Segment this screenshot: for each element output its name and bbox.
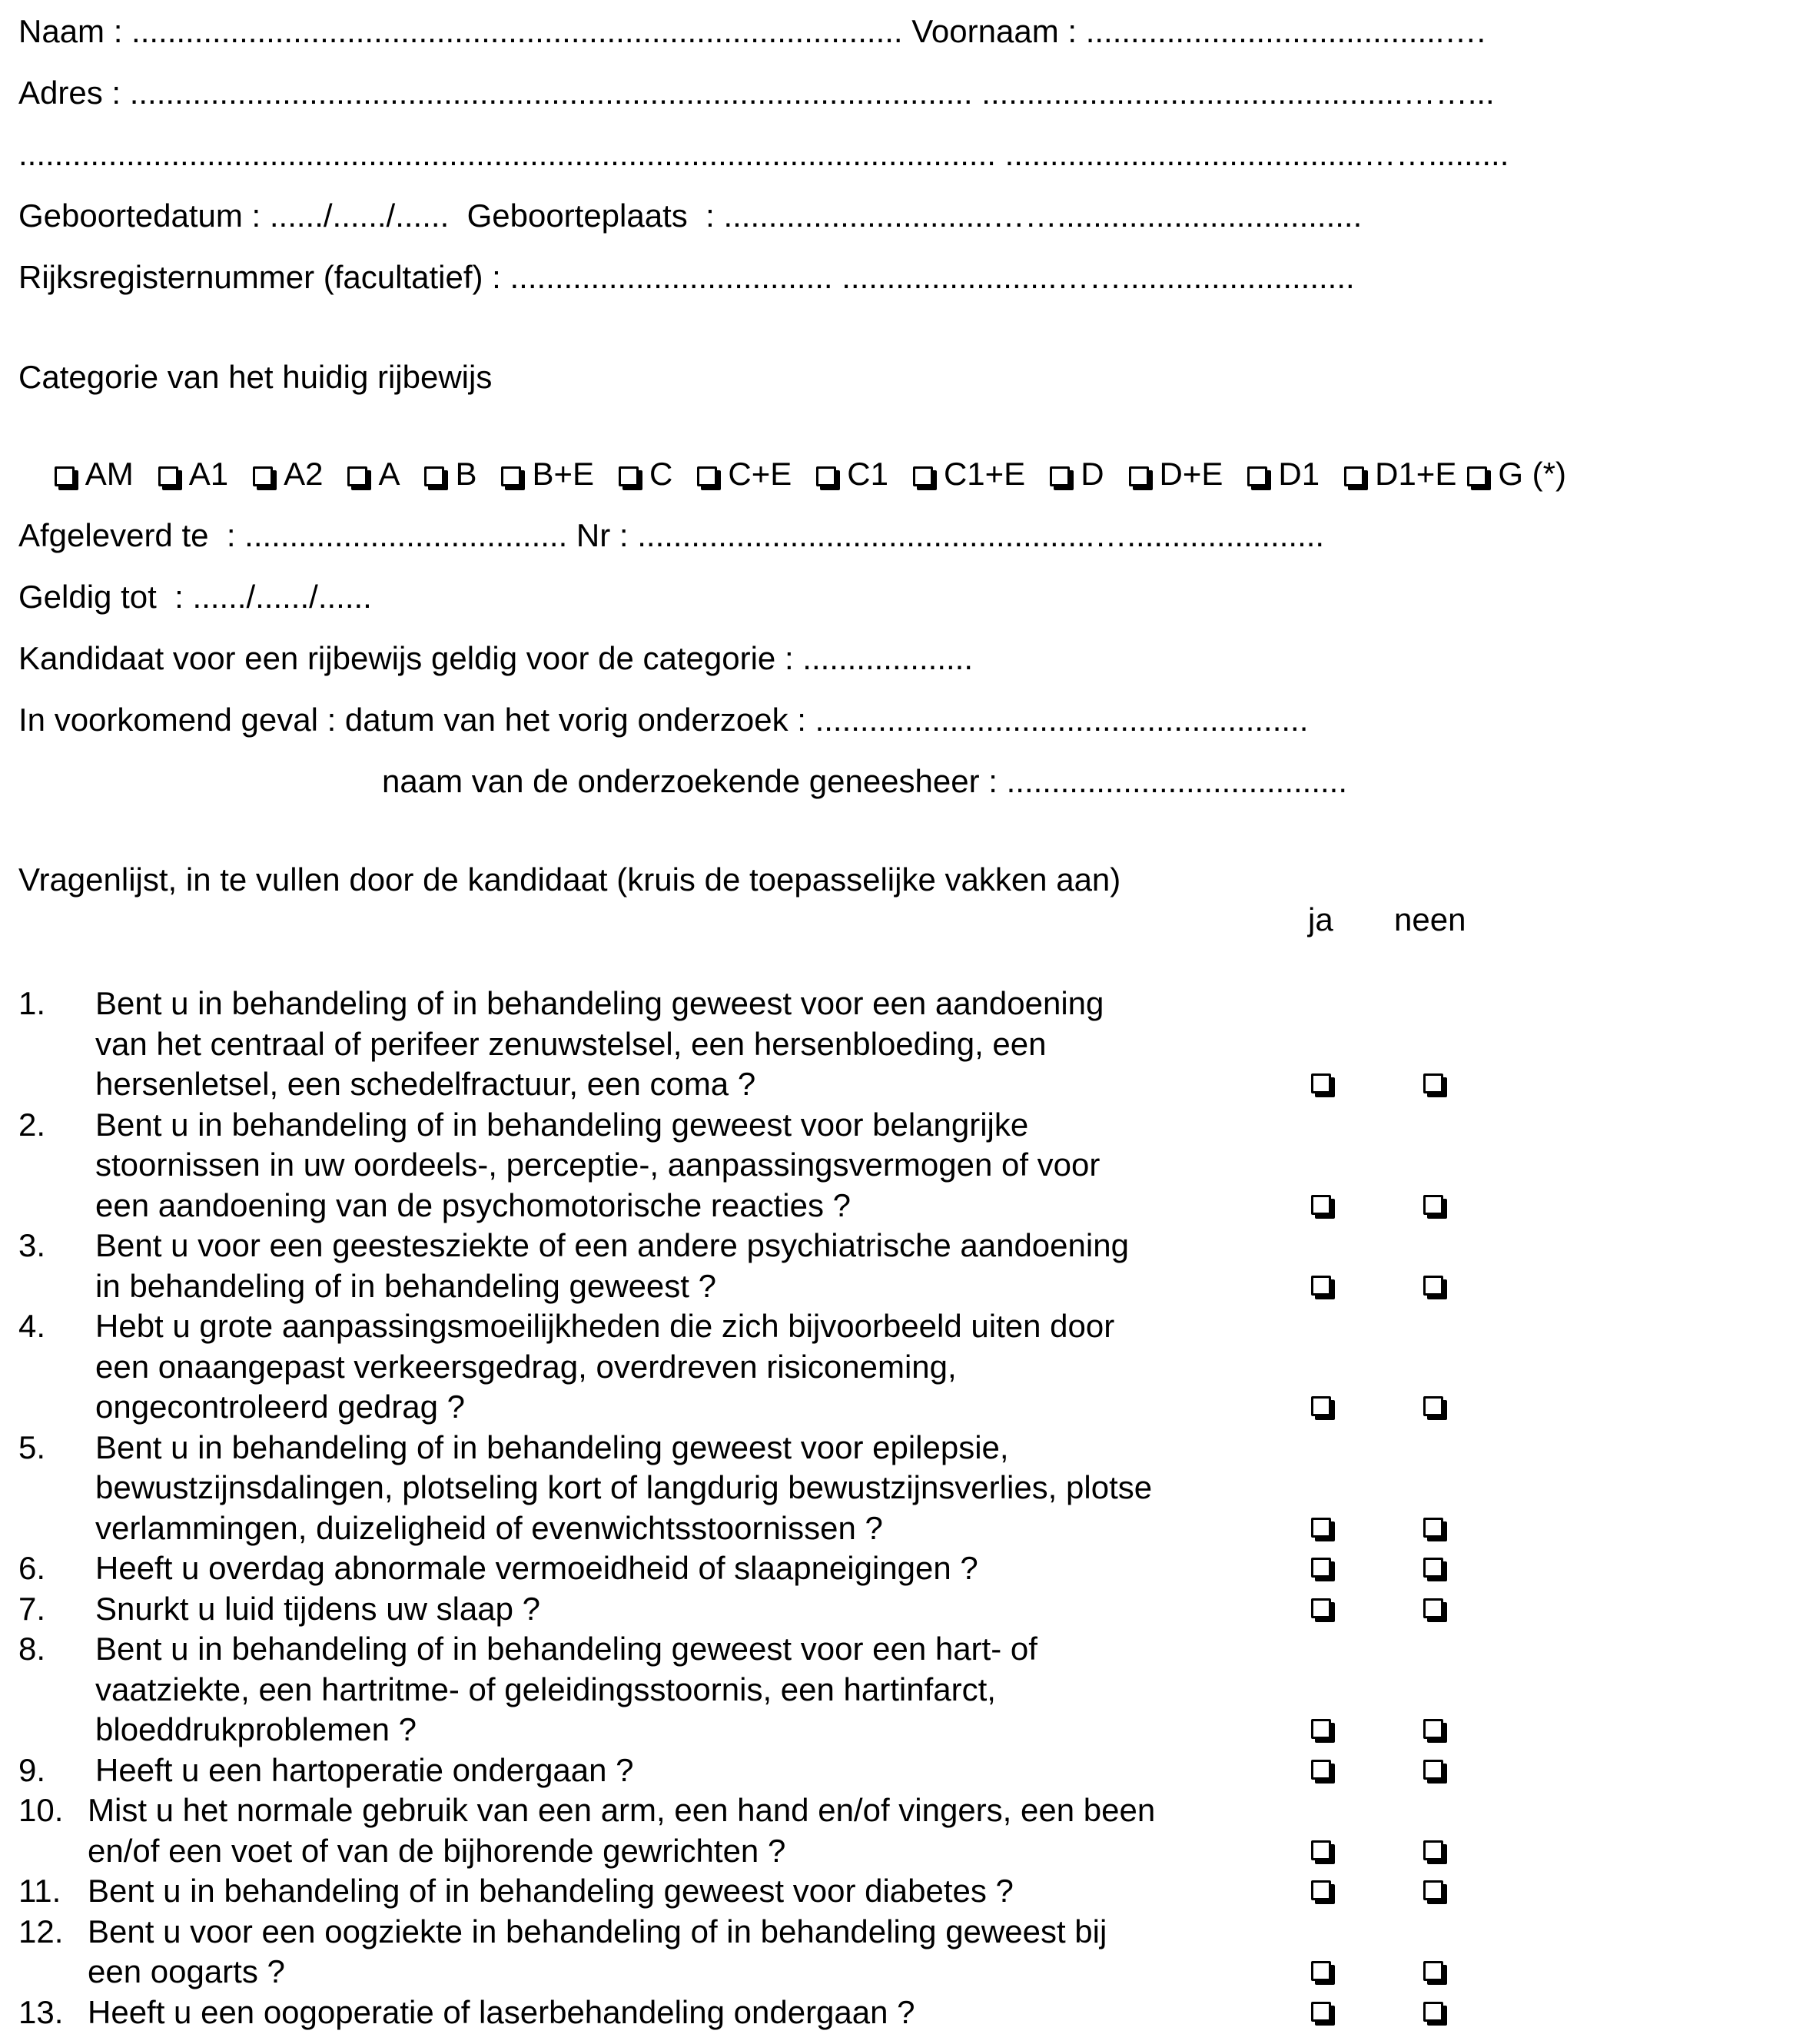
question-row [18,1629,1525,1750]
question-text: Bent u in behandeling of in behandeling geweest voor een hart- of vaatziekte, een hartritme- of geleidingsstoornis, een hartinfarct, bloeddrukproblemen ? [95,1631,1037,1747]
question-text: Bent u voor een geestesziekte of een andere psychiatrische aandoening in behandeling of in behandeling geweest ? [95,1227,1129,1304]
naam-field[interactable]: Naam : ...................................................................................... Voornaam : ........................................…. [18,13,1486,49]
checkbox-icon[interactable] [158,466,178,486]
neen-checkbox[interactable] [1423,1195,1443,1215]
category-option[interactable]: A1 [158,455,228,493]
vorig-onderzoek-datum-field[interactable]: In voorkomend geval : datum van het vorig onderzoek : ....................................................... [18,702,1309,738]
checkbox-icon[interactable] [1129,466,1149,486]
question-row [18,1105,1525,1226]
checkbox-icon[interactable] [697,466,717,486]
question-number: 5. [18,1428,46,1465]
category-option[interactable]: C [619,455,672,493]
question-text: Bent u in behandeling of in behandeling geweest voor belangrijke stoornissen in uw oordeels-, perceptie-, aanpassingsvermogen of voor een aandoening van de psychomotorische reacties ? [95,1106,1101,1223]
checkbox-icon[interactable] [619,466,639,486]
checkbox-icon[interactable] [347,466,367,486]
category-option[interactable]: AM [55,455,134,493]
neen-checkbox[interactable] [1423,2002,1443,2022]
category-option[interactable]: D1 [1247,455,1320,493]
category-option[interactable]: A [347,455,400,493]
question-number: 11. [18,1873,61,1909]
category-option[interactable]: D [1050,455,1104,493]
question-number: 8. [18,1631,46,1667]
neen-checkbox[interactable] [1423,1961,1443,1981]
adres-field[interactable]: Adres : .............................................................................................. ...............................................……... [18,75,1495,111]
kandidaat-categorie-field[interactable]: Kandidaat voor een rijbewijs geldig voor de categorie : ................... [18,640,973,676]
ja-checkbox[interactable] [1311,1073,1331,1093]
questionnaire-title: Vragenlijst, in te vullen door de kandidaat (kruis de toepasselijke vakken aan) [18,861,1121,898]
question-row [18,1750,1525,1791]
neen-checkbox[interactable] [1423,1760,1443,1780]
geldig-tot-field[interactable]: Geldig tot : ....../....../...... [18,579,372,615]
ja-checkbox[interactable] [1311,1880,1331,1900]
ja-checkbox[interactable] [1311,1396,1331,1416]
ja-checkbox[interactable] [1311,1598,1331,1618]
checkbox-icon[interactable] [913,466,933,486]
checkbox-icon[interactable] [424,466,444,486]
question-text: Bent u in behandeling of in behandeling geweest voor epilepsie, bewustzijnsdalingen, plotseling kort of langdurig bewustzijnsverlies, plotse verlammingen, duizeligheid of evenwichtsstoornissen ? [95,1428,1153,1546]
ja-checkbox[interactable] [1311,1518,1331,1538]
question-number: 2. [18,1106,46,1143]
column-header-ja: ja [1308,901,1333,937]
ja-checkbox[interactable] [1311,1195,1331,1215]
question-row [18,984,1525,1105]
category-option[interactable]: G (*) [1467,455,1566,493]
category-option[interactable]: A2 [253,455,323,493]
category-option[interactable]: B+E [501,455,594,493]
neen-checkbox[interactable] [1423,1073,1443,1093]
question-text: Heeft u een hartoperatie ondergaan ? [95,1751,634,1788]
neen-checkbox[interactable] [1423,1880,1443,1900]
question-text: Snurkt u luid tijdens uw slaap ? [95,1590,540,1627]
question-text: Bent u in behandeling of in behandeling geweest voor diabetes ? [88,1873,1014,1909]
ja-checkbox[interactable] [1311,2002,1331,2022]
question-text: Bent u in behandeling of in behandeling geweest voor een aandoening van het centraal of perifeer zenuwstelsel, een hersenbloeding, een hersenletsel, een schedelfractuur, een coma ? [95,985,1104,1102]
category-option[interactable]: D+E [1129,455,1223,493]
checkbox-icon[interactable] [253,466,273,486]
rijksregister-field[interactable]: Rijksregisternummer (facultatief) : .................................... ........................…….......................... [18,259,1355,295]
question-row [18,1993,1525,2033]
column-header-neen: neen [1394,901,1466,937]
neen-checkbox[interactable] [1423,1598,1443,1618]
question-text: Hebt u grote aanpassingsmoeilijkheden die zich bijvoorbeeld uiten door een onaangepast verkeersgedrag, overdreven risiconeming, ongecontroleerd gedrag ? [95,1308,1115,1425]
question-row [18,1589,1525,1630]
geneesheer-naam-field[interactable]: naam van de onderzoekende geneesheer : ...................................... [382,763,1348,799]
question-row [18,1226,1525,1306]
question-row [18,1790,1525,1871]
categories-title: Categorie van het huidig rijbewijs [18,359,493,395]
question-number: 12. [18,1913,64,1949]
question-number: 4. [18,1308,46,1344]
neen-checkbox[interactable] [1423,1558,1443,1578]
category-option[interactable]: C1+E [913,455,1025,493]
geboorte-field[interactable]: Geboortedatum : ....../....../...... Geboorteplaats : ..............................…….................................. [18,197,1363,234]
ja-checkbox[interactable] [1311,1276,1331,1296]
category-option[interactable]: B [424,455,476,493]
question-row [18,1912,1525,1993]
afgeleverd-field[interactable]: Afgeleverd te : .................................... Nr : ...................................................…...................... [18,517,1325,553]
question-number: 13. [18,1993,64,2030]
category-option[interactable]: D1+E [1344,455,1456,493]
checkbox-icon[interactable] [501,466,521,486]
checkbox-icon[interactable] [1467,466,1487,486]
question-text: Heeft u een oogoperatie of laserbehandeling ondergaan ? [88,1993,915,2030]
category-checkbox-row [18,416,1566,532]
ja-checkbox[interactable] [1311,1961,1331,1981]
ja-checkbox[interactable] [1311,1840,1331,1860]
question-number: 10. [18,1792,64,1828]
question-number: 3. [18,1227,46,1263]
question-row [18,1871,1525,1912]
checkbox-icon[interactable] [1247,466,1267,486]
question-row [18,1306,1525,1428]
checkbox-icon[interactable] [1344,466,1364,486]
question-row [18,1548,1525,1589]
adres-continuation-field[interactable]: ............................................................................................................. ........................................……......... [18,136,1509,172]
question-number: 6. [18,1550,46,1586]
question-text: Mist u het normale gebruik van een arm, een hand en/of vingers, een been en/of een voet of van de bijhorende gewrichten ? [88,1792,1156,1869]
question-number: 1. [18,985,46,1021]
ja-checkbox[interactable] [1311,1558,1331,1578]
checkbox-icon[interactable] [1050,466,1070,486]
question-number: 9. [18,1751,46,1788]
ja-checkbox[interactable] [1311,1760,1331,1780]
neen-checkbox[interactable] [1423,1518,1443,1538]
checkbox-icon[interactable] [816,466,836,486]
question-text: Bent u voor een oogziekte in behandeling of in behandeling geweest bij een oogarts ? [88,1913,1107,1989]
question-text: Heeft u overdag abnormale vermoeidheid of slaapneigingen ? [95,1550,978,1586]
ja-checkbox[interactable] [1311,1719,1331,1739]
neen-checkbox[interactable] [1423,1276,1443,1296]
neen-checkbox[interactable] [1423,1396,1443,1416]
checkbox-icon[interactable] [55,466,75,486]
question-number: 7. [18,1590,46,1627]
neen-checkbox[interactable] [1423,1840,1443,1860]
category-option[interactable]: C1 [816,455,888,493]
neen-checkbox[interactable] [1423,1719,1443,1739]
question-row [18,1428,1525,1549]
category-option[interactable]: C+E [697,455,792,493]
